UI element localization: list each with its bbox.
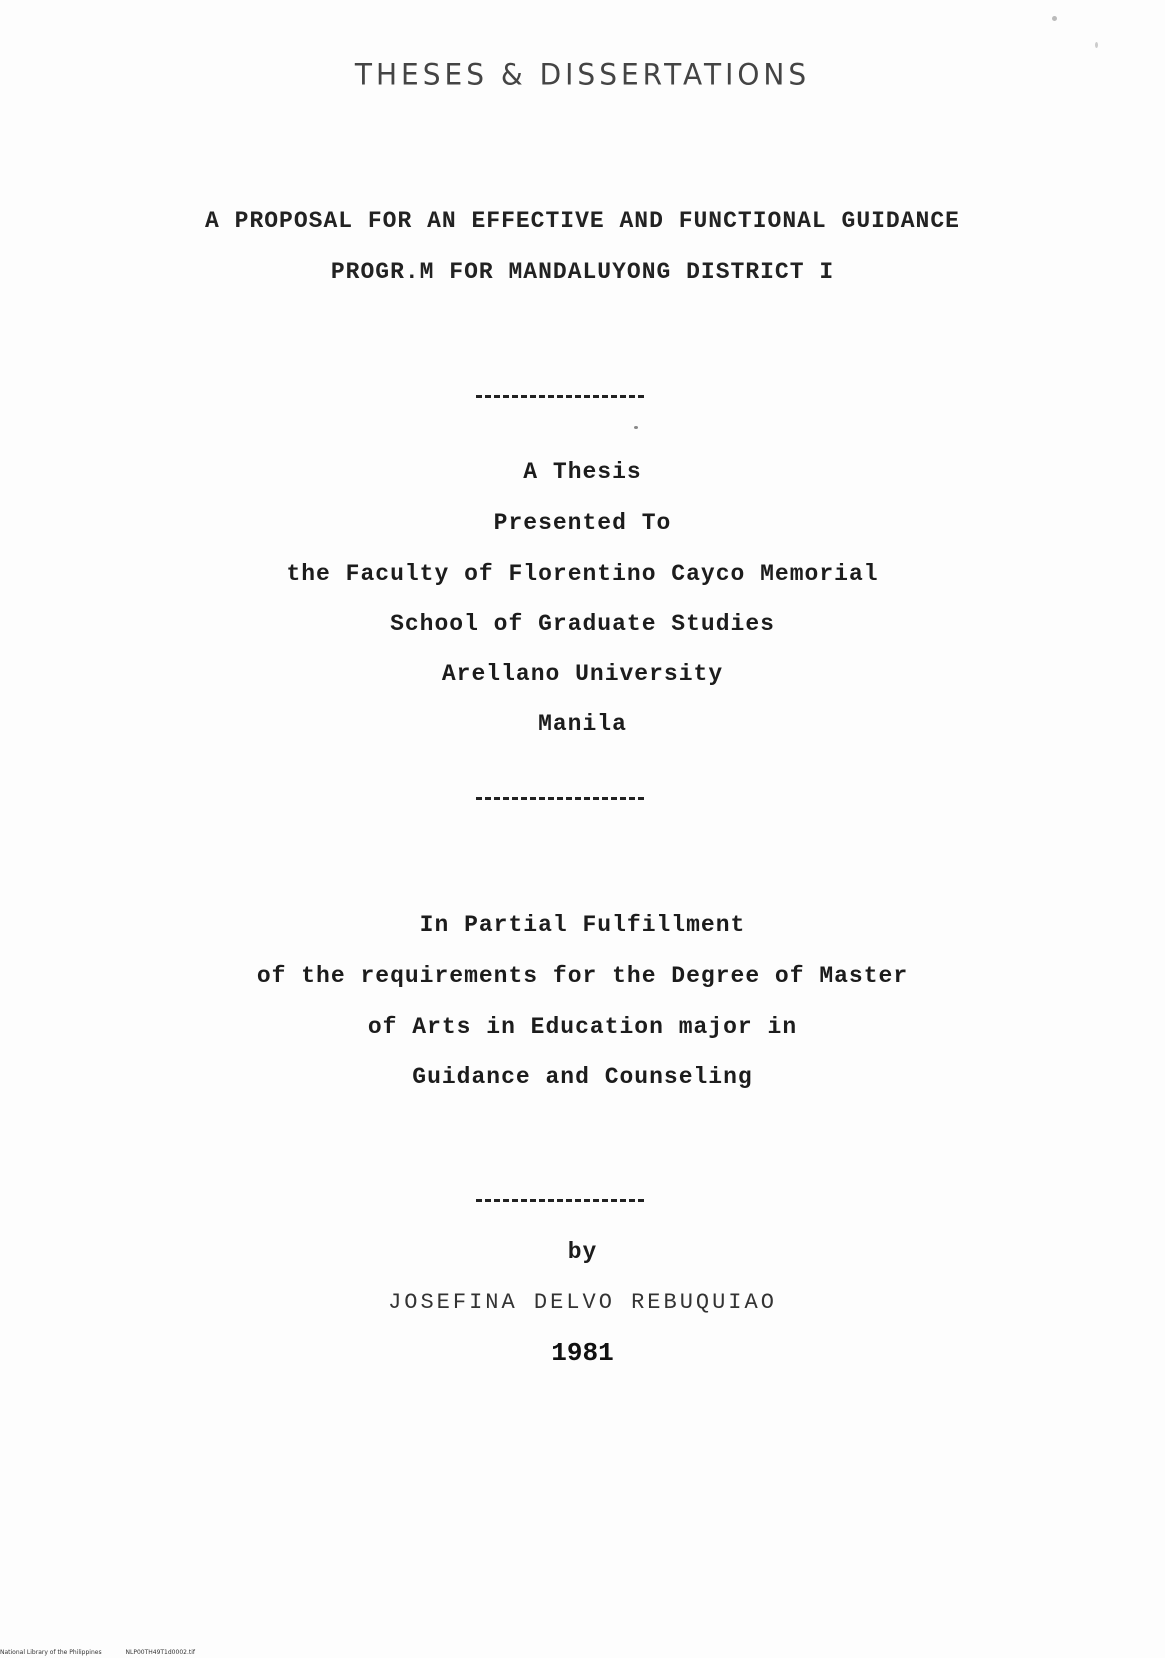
thesis-label: A Thesis bbox=[523, 459, 642, 485]
fulfillment-line-1: In Partial Fulfillment bbox=[419, 912, 746, 938]
scan-footer bbox=[0, 1649, 217, 1656]
title-line-1: A PROPOSAL FOR AN EFFECTIVE AND FUNCTIONAL GUIDANCE bbox=[205, 208, 960, 234]
fulfillment-line-4: Guidance and Counseling bbox=[412, 1064, 753, 1090]
footer-file: NLP00TH49T1d0002.tif bbox=[125, 1649, 195, 1656]
title-line-2: PROGR.M FOR MANDALUYONG DISTRICT I bbox=[330, 259, 835, 285]
divider-rule-2 bbox=[476, 797, 644, 800]
scan-speck bbox=[1052, 16, 1057, 21]
divider-rule-3 bbox=[476, 1199, 644, 1202]
scan-speck bbox=[1095, 42, 1098, 48]
author-name: JOSEFINA DELVO REBUQUIAO bbox=[388, 1290, 777, 1315]
fulfillment-line-3: of Arts in Education major in bbox=[367, 1014, 798, 1040]
collection-stamp: THESES & DISSERTATIONS bbox=[354, 57, 811, 92]
by-label: by bbox=[567, 1239, 598, 1265]
publication-year: 1981 bbox=[551, 1338, 614, 1368]
faculty-line: the Faculty of Florentino Cayco Memorial bbox=[286, 561, 879, 587]
city-line: Manila bbox=[538, 711, 627, 737]
school-line: School of Graduate Studies bbox=[390, 611, 775, 637]
footer-library: National Library of the Philippines bbox=[0, 1649, 102, 1656]
fulfillment-line-2: of the requirements for the Degree of Master bbox=[256, 963, 909, 989]
presented-to: Presented To bbox=[493, 510, 672, 536]
scan-speck bbox=[634, 426, 638, 429]
university-line: Arellano University bbox=[441, 661, 724, 687]
divider-rule-1 bbox=[476, 395, 644, 398]
